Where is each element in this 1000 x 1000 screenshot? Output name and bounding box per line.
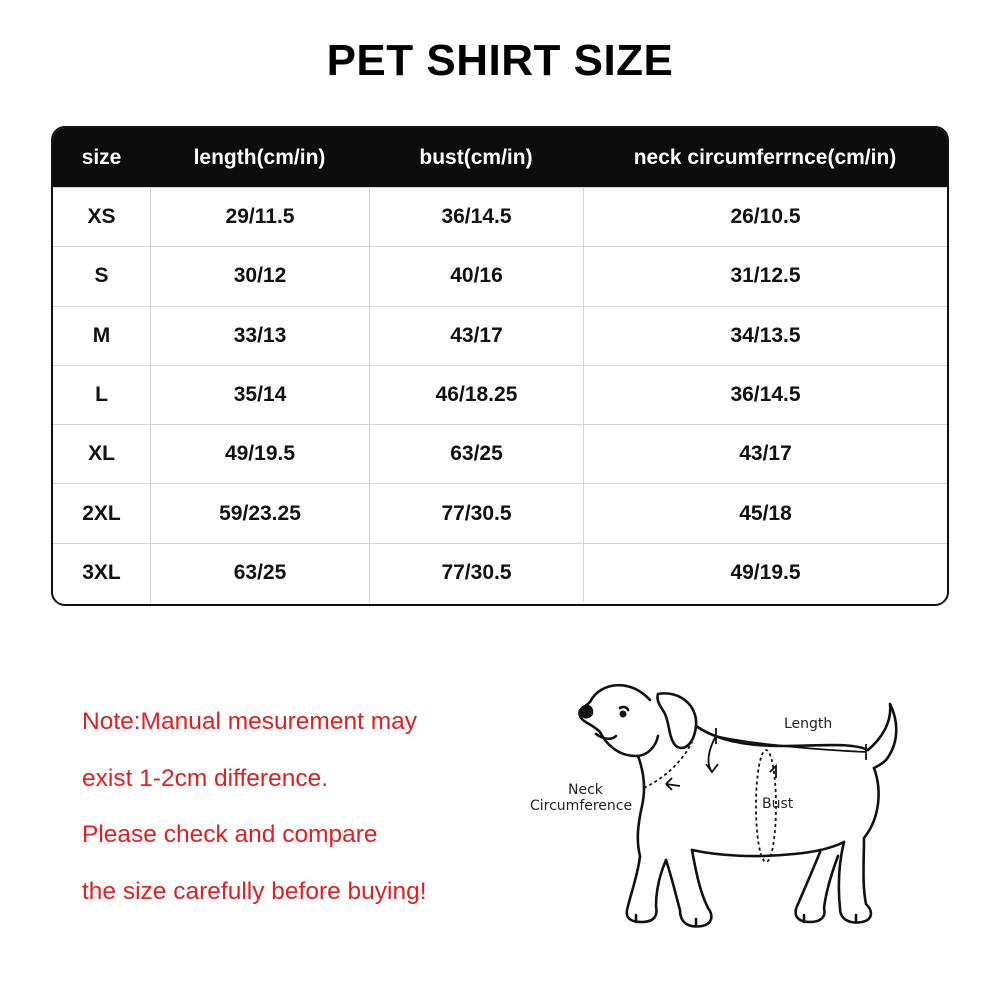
note-line: Please check and compare [82, 821, 378, 848]
cell-size: XL [88, 442, 115, 466]
header-size: size [81, 145, 122, 169]
neck-label: Neck [568, 782, 603, 798]
circumference-label: Circumference [530, 798, 633, 814]
dog-measurement-diagram [520, 660, 940, 960]
page-title: PET SHIRT SIZE [326, 36, 674, 85]
cell-bust: 36/14.5 [369, 188, 583, 246]
note-line: the size carefully before buying! [82, 877, 427, 905]
cell-neck: 49/19.5 [583, 544, 947, 602]
table-row [53, 424, 947, 483]
cell-size: 2XL [82, 501, 121, 525]
note-line: Note:Manual mesurement may [82, 708, 417, 735]
length-label: Length [784, 716, 833, 732]
cell-length: 33/13 [150, 307, 369, 365]
cell-length: 63/25 [150, 544, 369, 602]
header-length: length(cm/in) [193, 145, 326, 169]
table-row [53, 306, 947, 365]
cell-neck: 31/12.5 [583, 247, 947, 305]
cell-neck: 36/14.5 [583, 366, 947, 424]
cell-length: 29/11.5 [150, 188, 369, 246]
cell-bust: 43/17 [369, 307, 583, 365]
size-table [51, 126, 949, 606]
cell-neck: 26/10.5 [583, 188, 947, 246]
cell-size: XS [87, 205, 116, 229]
cell-neck: 45/18 [583, 484, 947, 542]
cell-neck: 34/13.5 [583, 307, 947, 365]
cell-size: 3XL [82, 560, 121, 584]
header-bust: bust(cm/in) [419, 145, 533, 169]
cell-length: 35/14 [150, 366, 369, 424]
table-row [53, 187, 947, 246]
dog-outline-icon [520, 660, 940, 960]
measurement-note [82, 694, 427, 920]
cell-length: 59/23.25 [150, 484, 369, 542]
cell-length: 49/19.5 [150, 425, 369, 483]
cell-bust: 77/30.5 [369, 484, 583, 542]
note-line: exist 1-2cm difference. [82, 764, 329, 792]
cell-bust: 46/18.25 [369, 366, 583, 424]
table-row [53, 365, 947, 424]
cell-neck: 43/17 [583, 425, 947, 483]
table-row [53, 543, 947, 602]
table-header [53, 128, 947, 187]
cell-length: 30/12 [150, 247, 369, 305]
bust-label: Bust [762, 796, 794, 812]
cell-bust: 77/30.5 [369, 544, 583, 602]
cell-size: L [95, 383, 108, 407]
header-neck: neck circumferrnce(cm/in) [633, 145, 897, 169]
table-row [53, 483, 947, 542]
cell-bust: 63/25 [369, 425, 583, 483]
cell-size: M [92, 323, 111, 347]
cell-bust: 40/16 [369, 247, 583, 305]
table-row [53, 246, 947, 305]
cell-size: S [94, 264, 109, 288]
